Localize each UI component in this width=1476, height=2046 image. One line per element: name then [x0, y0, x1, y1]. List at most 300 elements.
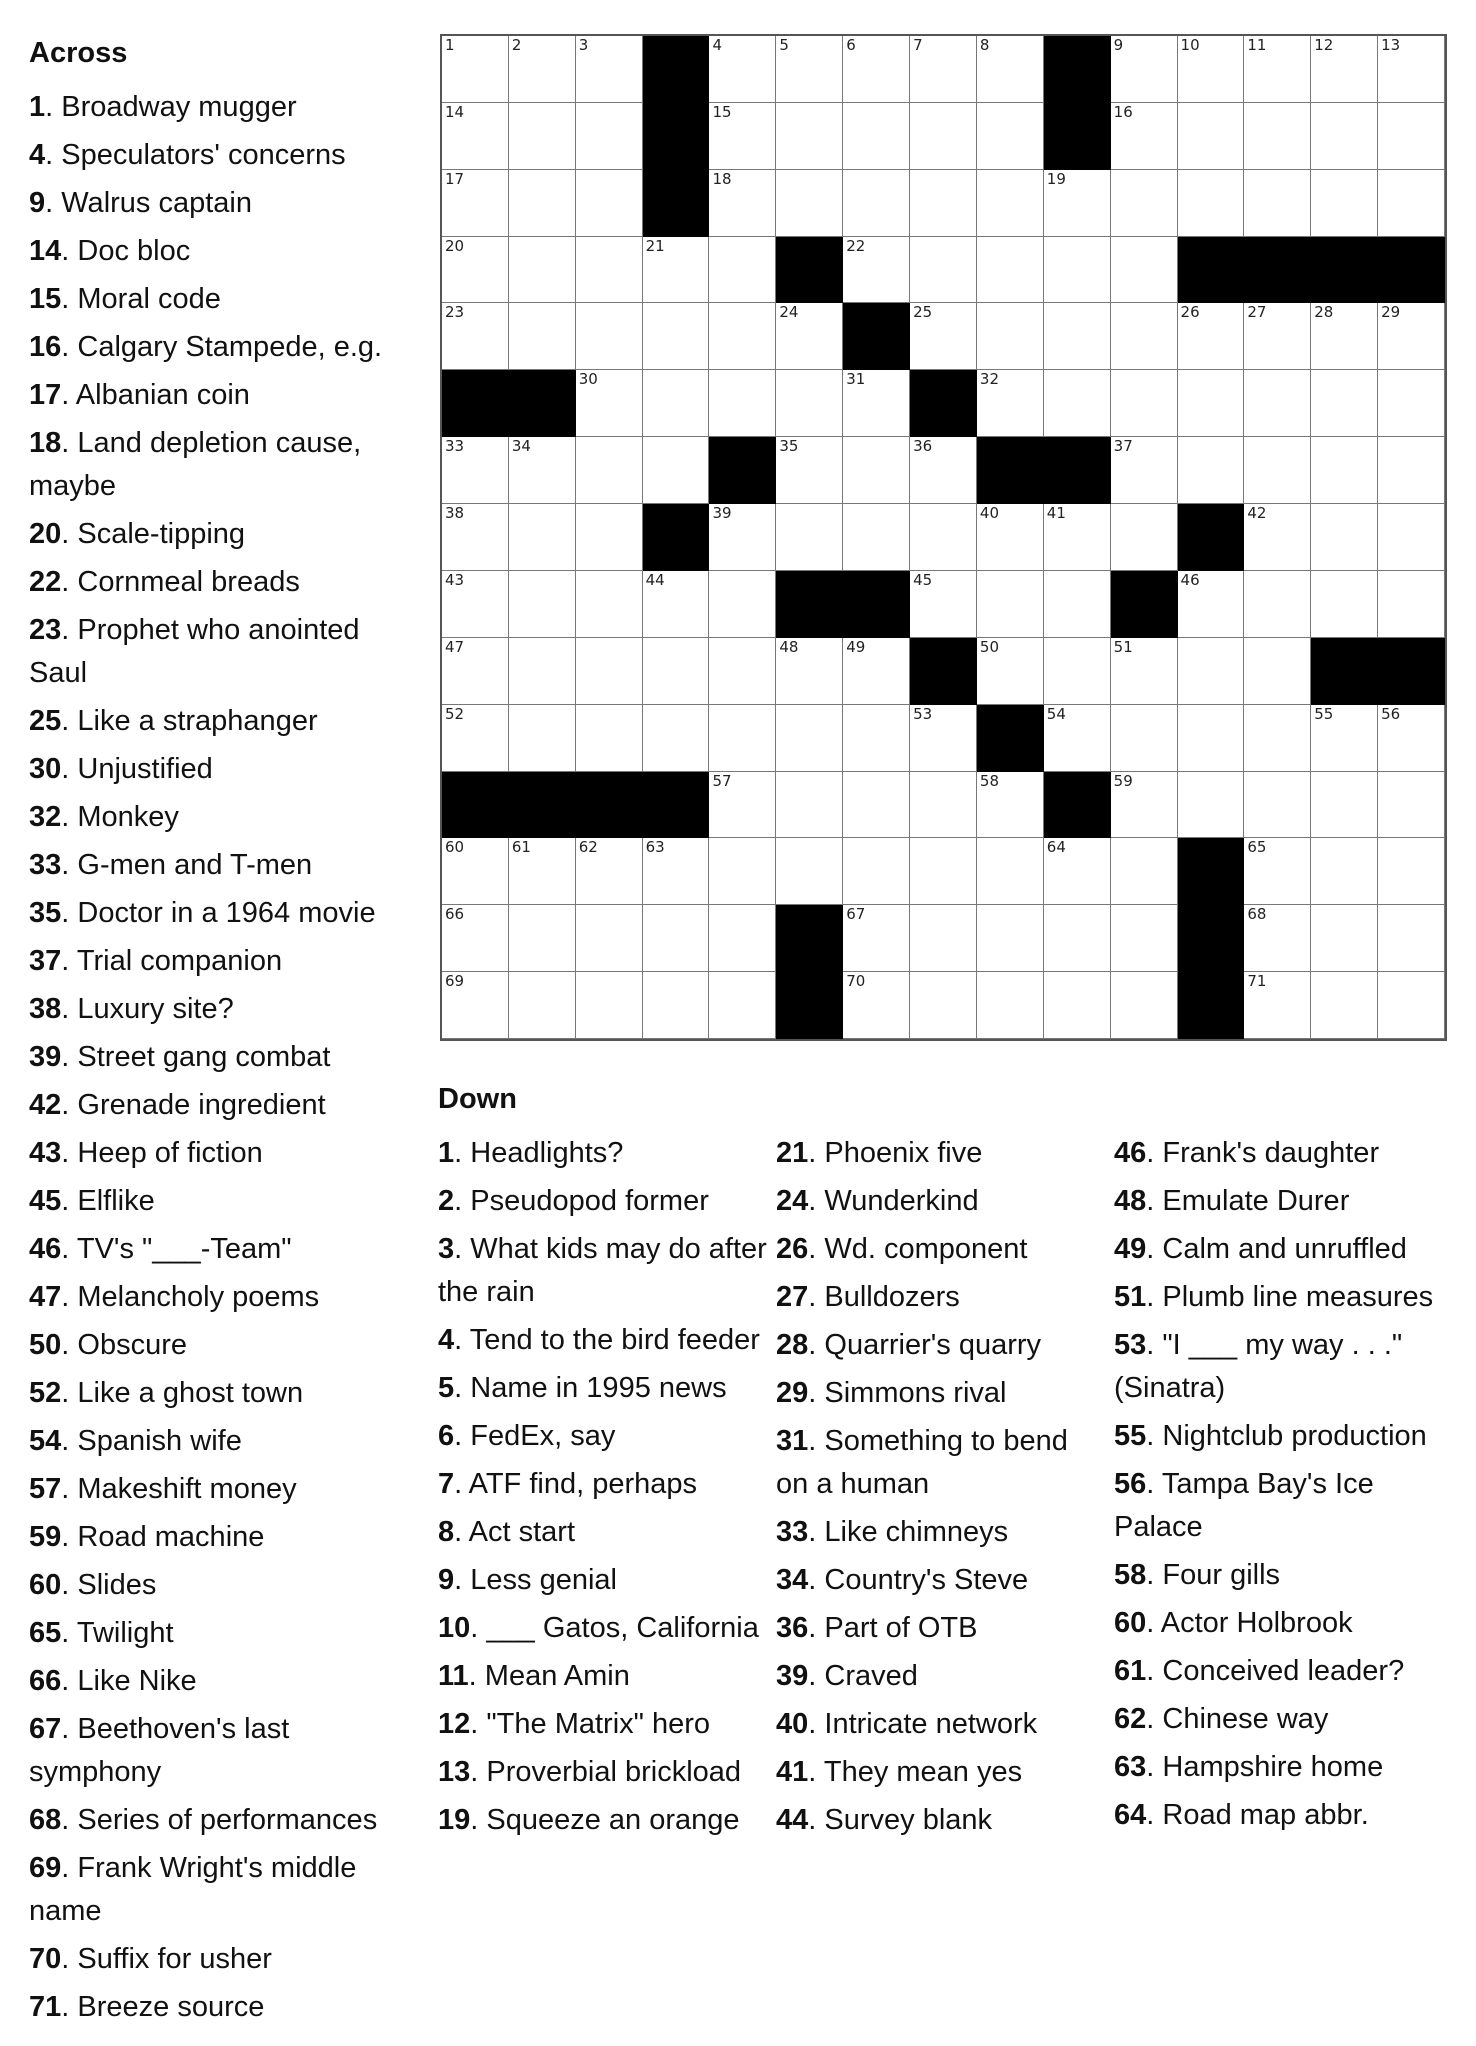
clue-text: Road machine: [77, 1521, 265, 1553]
grid-cell[interactable]: [1111, 237, 1178, 304]
grid-cell[interactable]: [910, 103, 977, 170]
grid-cell[interactable]: [1378, 303, 1445, 370]
cell-number: 57: [712, 771, 732, 790]
grid-cell[interactable]: [1111, 170, 1178, 237]
clue-item[interactable]: [438, 1319, 768, 1362]
grid-cell[interactable]: [576, 838, 643, 905]
grid-cell[interactable]: [509, 638, 576, 705]
grid-cell[interactable]: [1178, 571, 1245, 638]
clue-item[interactable]: [29, 940, 404, 983]
grid-cell[interactable]: [1244, 772, 1311, 839]
clue-item[interactable]: [29, 1084, 404, 1127]
clue-number: 30: [29, 753, 62, 785]
clue-item[interactable]: [29, 892, 404, 935]
grid-cell[interactable]: [1244, 370, 1311, 437]
grid-cell[interactable]: [576, 103, 643, 170]
grid-cell[interactable]: [1244, 571, 1311, 638]
grid-cell[interactable]: [1311, 170, 1378, 237]
grid-cell[interactable]: [1311, 303, 1378, 370]
clue-item[interactable]: [1114, 1415, 1454, 1458]
clue-item[interactable]: [29, 182, 404, 225]
grid-cell[interactable]: [843, 972, 910, 1039]
grid-cell[interactable]: [843, 370, 910, 437]
grid-cell[interactable]: [977, 772, 1044, 839]
grid-cell[interactable]: [509, 103, 576, 170]
grid-cell[interactable]: [843, 504, 910, 571]
grid-cell[interactable]: [1044, 571, 1111, 638]
grid-cell[interactable]: [1311, 103, 1378, 170]
clue-item[interactable]: [29, 1228, 404, 1271]
grid-block: [1244, 237, 1311, 304]
grid-cell[interactable]: [442, 638, 509, 705]
grid-cell[interactable]: [442, 838, 509, 905]
grid-cell[interactable]: [643, 237, 710, 304]
grid-cell[interactable]: [709, 370, 776, 437]
grid-cell[interactable]: [442, 905, 509, 972]
clue-item[interactable]: [29, 1708, 404, 1794]
clue-item[interactable]: [29, 1938, 404, 1981]
grid-cell[interactable]: [1111, 36, 1178, 103]
grid-cell[interactable]: [576, 638, 643, 705]
grid-cell[interactable]: [977, 972, 1044, 1039]
clue-item[interactable]: [29, 1324, 404, 1367]
grid-cell[interactable]: [576, 370, 643, 437]
grid-block: [776, 972, 843, 1039]
grid-cell[interactable]: [442, 237, 509, 304]
grid-cell[interactable]: [1044, 638, 1111, 705]
clue-separator: .: [61, 331, 78, 363]
grid-cell[interactable]: [576, 303, 643, 370]
grid-cell[interactable]: [442, 103, 509, 170]
grid-cell[interactable]: [1244, 437, 1311, 504]
grid-cell[interactable]: [776, 705, 843, 772]
clue-text: Part of OTB: [824, 1612, 978, 1644]
grid-cell[interactable]: [1378, 504, 1445, 571]
clue-item[interactable]: [1114, 1276, 1454, 1319]
clue-text: Street gang combat: [77, 1041, 331, 1073]
grid-cell[interactable]: [643, 571, 710, 638]
clue-text: Squeeze an orange: [486, 1804, 740, 1836]
grid-cell[interactable]: [709, 638, 776, 705]
clue-item[interactable]: [776, 1511, 1106, 1554]
clue-text: Frank Wright's middle name: [29, 1852, 357, 1927]
grid-cell[interactable]: [1178, 36, 1245, 103]
grid-cell[interactable]: [709, 237, 776, 304]
clue-number: 61: [1114, 1655, 1147, 1687]
grid-cell[interactable]: [709, 972, 776, 1039]
clue-item[interactable]: [29, 796, 404, 839]
grid-cell[interactable]: [843, 103, 910, 170]
grid-cell[interactable]: [643, 638, 710, 705]
grid-cell[interactable]: [1178, 772, 1245, 839]
grid-cell[interactable]: [843, 838, 910, 905]
grid-cell[interactable]: [442, 972, 509, 1039]
grid-cell[interactable]: [509, 170, 576, 237]
grid-cell[interactable]: [709, 705, 776, 772]
clue-item[interactable]: [29, 422, 404, 508]
clue-item[interactable]: [1114, 1180, 1454, 1223]
clue-item[interactable]: [29, 278, 404, 321]
grid-cell[interactable]: [576, 36, 643, 103]
grid-cell[interactable]: [1044, 838, 1111, 905]
clue-item[interactable]: [29, 844, 404, 887]
clue-item[interactable]: [1114, 1132, 1454, 1175]
grid-cell[interactable]: [1244, 972, 1311, 1039]
clue-separator: .: [454, 1185, 471, 1217]
grid-cell[interactable]: [1111, 103, 1178, 170]
grid-cell[interactable]: [442, 303, 509, 370]
grid-cell[interactable]: [643, 905, 710, 972]
clue-item[interactable]: [776, 1180, 1106, 1223]
clue-text: Scale-tipping: [77, 518, 246, 550]
grid-cell[interactable]: [1044, 504, 1111, 571]
grid-cell[interactable]: [709, 103, 776, 170]
grid-cell[interactable]: [910, 972, 977, 1039]
grid-cell[interactable]: [776, 838, 843, 905]
clue-text: Chinese way: [1162, 1703, 1329, 1735]
clue-item[interactable]: [438, 1607, 768, 1650]
grid-cell[interactable]: [576, 170, 643, 237]
clue-item[interactable]: [29, 326, 404, 369]
clue-item[interactable]: [776, 1324, 1106, 1367]
grid-cell[interactable]: [910, 303, 977, 370]
clue-number: 17: [29, 379, 62, 411]
grid-cell[interactable]: [1044, 237, 1111, 304]
clue-item[interactable]: [29, 1799, 404, 1842]
grid-cell[interactable]: [1044, 370, 1111, 437]
grid-block: [776, 237, 843, 304]
clue-item[interactable]: [29, 1516, 404, 1559]
grid-cell[interactable]: [442, 36, 509, 103]
clue-item[interactable]: [1114, 1746, 1454, 1789]
grid-cell[interactable]: [1178, 705, 1245, 772]
clue-item[interactable]: [776, 1132, 1106, 1175]
clue-item[interactable]: [438, 1367, 768, 1410]
grid-cell[interactable]: [576, 237, 643, 304]
clue-item[interactable]: [29, 1180, 404, 1223]
grid-cell[interactable]: [1378, 972, 1445, 1039]
clue-separator: .: [61, 1804, 78, 1836]
grid-cell[interactable]: [1111, 838, 1178, 905]
grid-cell[interactable]: [1111, 370, 1178, 437]
grid-cell[interactable]: [643, 705, 710, 772]
grid-cell[interactable]: [1244, 705, 1311, 772]
grid-cell[interactable]: [1378, 370, 1445, 437]
clue-item[interactable]: [438, 1132, 768, 1175]
grid-cell[interactable]: [509, 504, 576, 571]
grid-cell[interactable]: [1111, 504, 1178, 571]
grid-cell[interactable]: [643, 303, 710, 370]
clue-item[interactable]: [438, 1703, 768, 1746]
grid-cell[interactable]: [509, 36, 576, 103]
clue-item[interactable]: [29, 1372, 404, 1415]
grid-cell[interactable]: [1178, 638, 1245, 705]
clue-item[interactable]: [776, 1420, 1106, 1506]
grid-cell[interactable]: [843, 705, 910, 772]
grid-cell[interactable]: [1111, 972, 1178, 1039]
grid-cell[interactable]: [576, 437, 643, 504]
clue-item[interactable]: [776, 1655, 1106, 1698]
grid-cell[interactable]: [1378, 437, 1445, 504]
grid-cell[interactable]: [776, 103, 843, 170]
clue-item[interactable]: [776, 1276, 1106, 1319]
grid-cell[interactable]: [910, 571, 977, 638]
grid-cell[interactable]: [576, 705, 643, 772]
grid-cell[interactable]: [1311, 905, 1378, 972]
cell-number: 35: [779, 437, 799, 456]
grid-cell[interactable]: [709, 170, 776, 237]
clue-item[interactable]: [29, 1132, 404, 1175]
grid-cell[interactable]: [442, 437, 509, 504]
grid-cell[interactable]: [1311, 838, 1378, 905]
clue-item[interactable]: [1114, 1698, 1454, 1741]
clue-item[interactable]: [29, 1660, 404, 1703]
grid-cell[interactable]: [776, 504, 843, 571]
grid-cell[interactable]: [509, 705, 576, 772]
grid-cell[interactable]: [776, 36, 843, 103]
clue-text: Land depletion cause, maybe: [29, 427, 362, 502]
grid-cell[interactable]: [509, 972, 576, 1039]
grid-cell[interactable]: [1378, 571, 1445, 638]
grid-cell[interactable]: [509, 838, 576, 905]
clue-item[interactable]: [29, 1564, 404, 1607]
clue-item[interactable]: [1114, 1602, 1454, 1645]
grid-cell[interactable]: [1178, 303, 1245, 370]
grid-cell[interactable]: [1378, 103, 1445, 170]
grid-cell[interactable]: [843, 638, 910, 705]
clue-item[interactable]: [29, 1612, 404, 1655]
cell-number: 39: [712, 504, 732, 523]
grid-cell[interactable]: [442, 571, 509, 638]
grid-cell[interactable]: [643, 370, 710, 437]
grid-cell[interactable]: [843, 170, 910, 237]
grid-cell[interactable]: [843, 237, 910, 304]
grid-cell[interactable]: [709, 504, 776, 571]
grid-cell[interactable]: [442, 504, 509, 571]
clue-item[interactable]: [29, 1468, 404, 1511]
clue-item[interactable]: [29, 134, 404, 177]
grid-cell[interactable]: [442, 170, 509, 237]
clue-item[interactable]: [776, 1228, 1106, 1271]
clue-item[interactable]: [29, 700, 404, 743]
grid-cell[interactable]: [1244, 504, 1311, 571]
grid-cell[interactable]: [576, 972, 643, 1039]
grid-cell[interactable]: [977, 905, 1044, 972]
grid-cell[interactable]: [910, 838, 977, 905]
clue-item[interactable]: [29, 230, 404, 273]
grid-cell[interactable]: [1378, 838, 1445, 905]
clue-number: 39: [776, 1660, 809, 1692]
clue-item[interactable]: [1114, 1324, 1454, 1410]
grid-cell[interactable]: [910, 237, 977, 304]
grid-cell[interactable]: [1178, 437, 1245, 504]
grid-cell[interactable]: [1044, 905, 1111, 972]
grid-cell[interactable]: [910, 772, 977, 839]
cell-number: 21: [645, 236, 665, 255]
grid-cell[interactable]: [977, 571, 1044, 638]
grid-cell[interactable]: [977, 838, 1044, 905]
grid-cell[interactable]: [1244, 170, 1311, 237]
grid-cell[interactable]: [1378, 905, 1445, 972]
clue-item[interactable]: [29, 988, 404, 1031]
clue-item[interactable]: [1114, 1650, 1454, 1693]
grid-cell[interactable]: [977, 638, 1044, 705]
clue-separator: .: [61, 283, 78, 315]
grid-cell[interactable]: [643, 437, 710, 504]
clue-item[interactable]: [29, 1847, 404, 1933]
grid-cell[interactable]: [843, 36, 910, 103]
grid-cell[interactable]: [910, 504, 977, 571]
grid-cell[interactable]: [709, 905, 776, 972]
grid-cell[interactable]: [1378, 170, 1445, 237]
grid-cell[interactable]: [1378, 772, 1445, 839]
clue-item[interactable]: [29, 1986, 404, 2029]
grid-cell[interactable]: [843, 905, 910, 972]
clue-number: 4: [438, 1324, 455, 1356]
clue-item[interactable]: [776, 1751, 1106, 1794]
clue-item[interactable]: [438, 1228, 768, 1314]
grid-cell[interactable]: [1311, 772, 1378, 839]
clue-separator: .: [1146, 1281, 1163, 1313]
clue-item[interactable]: [29, 1276, 404, 1319]
grid-cell[interactable]: [1044, 705, 1111, 772]
grid-cell[interactable]: [643, 838, 710, 905]
grid-cell[interactable]: [1378, 705, 1445, 772]
grid-cell[interactable]: [1111, 638, 1178, 705]
grid-cell[interactable]: [776, 772, 843, 839]
clue-item[interactable]: [776, 1703, 1106, 1746]
clue-separator: .: [61, 1521, 78, 1553]
grid-cell[interactable]: [1044, 303, 1111, 370]
clue-item[interactable]: [29, 1036, 404, 1079]
grid-cell[interactable]: [977, 170, 1044, 237]
grid-cell[interactable]: [709, 36, 776, 103]
grid-cell[interactable]: [1178, 170, 1245, 237]
cell-number: 3: [578, 36, 589, 54]
clue-item[interactable]: [29, 1420, 404, 1463]
grid-cell[interactable]: [1111, 772, 1178, 839]
grid-cell[interactable]: [1311, 504, 1378, 571]
clue-item[interactable]: [438, 1655, 768, 1698]
grid-cell[interactable]: [509, 303, 576, 370]
grid-cell[interactable]: [1111, 437, 1178, 504]
grid-cell[interactable]: [1244, 838, 1311, 905]
grid-cell[interactable]: [509, 905, 576, 972]
clue-item[interactable]: [1114, 1794, 1454, 1837]
grid-cell[interactable]: [709, 571, 776, 638]
grid-cell[interactable]: [1311, 972, 1378, 1039]
clue-item[interactable]: [29, 748, 404, 791]
clue-item[interactable]: [29, 86, 404, 129]
grid-block: [1178, 504, 1245, 571]
grid-cell[interactable]: [1311, 36, 1378, 103]
clue-text: Act start: [468, 1516, 576, 1548]
grid-cell[interactable]: [1378, 36, 1445, 103]
grid-cell[interactable]: [576, 905, 643, 972]
grid-cell[interactable]: [910, 705, 977, 772]
clue-item[interactable]: [438, 1180, 768, 1223]
grid-cell[interactable]: [977, 237, 1044, 304]
clue-item[interactable]: [438, 1511, 768, 1554]
grid-cell[interactable]: [576, 571, 643, 638]
grid-cell[interactable]: [977, 303, 1044, 370]
clue-item[interactable]: [438, 1799, 768, 1842]
grid-cell[interactable]: [1311, 571, 1378, 638]
clue-item[interactable]: [438, 1463, 768, 1506]
grid-cell[interactable]: [1178, 370, 1245, 437]
grid-cell[interactable]: [977, 370, 1044, 437]
grid-cell[interactable]: [442, 705, 509, 772]
grid-cell[interactable]: [709, 838, 776, 905]
grid-cell[interactable]: [776, 170, 843, 237]
crossword-grid[interactable]: [440, 34, 1447, 1041]
grid-block: [910, 370, 977, 437]
grid-cell[interactable]: [1111, 905, 1178, 972]
grid-cell[interactable]: [709, 303, 776, 370]
grid-cell[interactable]: [709, 772, 776, 839]
grid-cell[interactable]: [776, 303, 843, 370]
clue-item[interactable]: [438, 1751, 768, 1794]
grid-cell[interactable]: [843, 772, 910, 839]
clue-separator: .: [808, 1185, 825, 1217]
grid-cell[interactable]: [776, 437, 843, 504]
grid-cell[interactable]: [509, 571, 576, 638]
clue-item[interactable]: [1114, 1463, 1454, 1549]
clue-item[interactable]: [438, 1415, 768, 1458]
grid-cell[interactable]: [1311, 370, 1378, 437]
grid-cell[interactable]: [1244, 905, 1311, 972]
grid-cell[interactable]: [910, 905, 977, 972]
grid-cell[interactable]: [1244, 36, 1311, 103]
grid-cell[interactable]: [776, 370, 843, 437]
grid-cell[interactable]: [1111, 705, 1178, 772]
grid-cell[interactable]: [1244, 103, 1311, 170]
grid-cell[interactable]: [576, 504, 643, 571]
clue-item[interactable]: [1114, 1554, 1454, 1597]
grid-cell[interactable]: [977, 103, 1044, 170]
grid-cell[interactable]: [643, 972, 710, 1039]
grid-cell[interactable]: [843, 437, 910, 504]
clue-item[interactable]: [776, 1607, 1106, 1650]
grid-cell[interactable]: [1111, 303, 1178, 370]
grid-cell[interactable]: [977, 504, 1044, 571]
clue-item[interactable]: [29, 561, 404, 604]
clue-item[interactable]: [29, 609, 404, 695]
clue-item[interactable]: [29, 513, 404, 556]
grid-cell[interactable]: [910, 36, 977, 103]
grid-cell[interactable]: [776, 638, 843, 705]
grid-cell[interactable]: [1178, 103, 1245, 170]
clue-item[interactable]: [29, 374, 404, 417]
clue-item[interactable]: [776, 1559, 1106, 1602]
clue-item[interactable]: [776, 1799, 1106, 1842]
grid-cell[interactable]: [910, 170, 977, 237]
clue-item[interactable]: [1114, 1228, 1454, 1271]
grid-cell[interactable]: [509, 237, 576, 304]
grid-cell[interactable]: [1311, 437, 1378, 504]
clue-item[interactable]: [776, 1372, 1106, 1415]
grid-cell[interactable]: [1311, 705, 1378, 772]
grid-cell[interactable]: [1244, 303, 1311, 370]
clue-item[interactable]: [438, 1559, 768, 1602]
grid-cell[interactable]: [910, 437, 977, 504]
grid-cell[interactable]: [1244, 638, 1311, 705]
cell-number: 10: [1180, 36, 1200, 54]
grid-cell[interactable]: [509, 437, 576, 504]
grid-cell[interactable]: [977, 36, 1044, 103]
grid-cell[interactable]: [1044, 972, 1111, 1039]
grid-cell[interactable]: [1044, 170, 1111, 237]
